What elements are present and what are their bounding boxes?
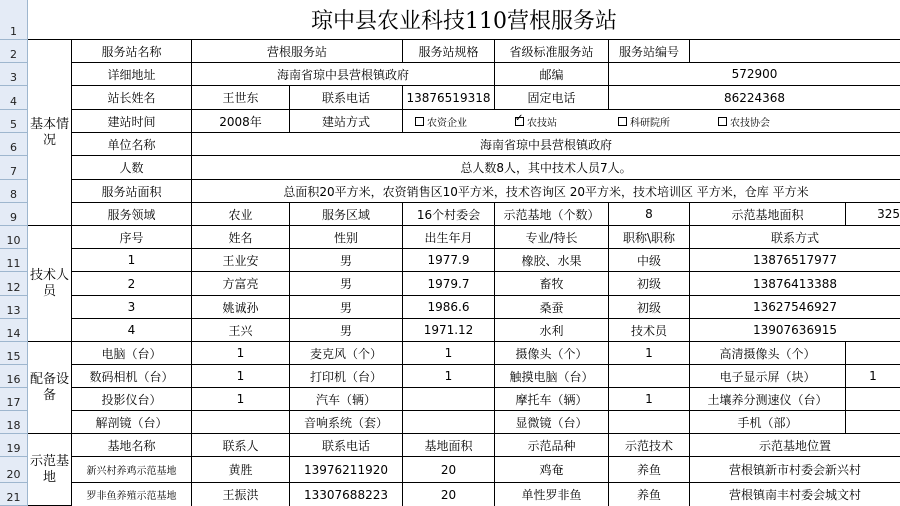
equipment-label[interactable]: 打印机（台） — [290, 365, 403, 388]
staff-cell[interactable]: 3 — [72, 296, 192, 319]
landline-label[interactable]: 固定电话 — [495, 86, 609, 110]
row-number[interactable]: 7 — [0, 156, 27, 180]
staff-cell[interactable]: 橡胶、水果 — [495, 249, 609, 272]
equipment-label[interactable]: 数码相机（台） — [72, 365, 192, 388]
row-number[interactable]: 14 — [0, 319, 27, 342]
row-number[interactable]: 3 — [0, 63, 27, 86]
field-value[interactable]: 农业 — [192, 203, 290, 226]
equipment-value[interactable]: 1 — [192, 365, 290, 388]
method-option[interactable] — [515, 114, 618, 129]
staff-cell[interactable]: 男 — [290, 249, 403, 272]
staff-cell[interactable]: 1 — [72, 249, 192, 272]
area-label[interactable]: 服务站面积 — [72, 180, 192, 203]
equipment-value[interactable]: 1 — [846, 365, 900, 388]
section-demo-base[interactable]: 示范基地 — [28, 434, 72, 506]
demo-area-label[interactable]: 示范基地面积 — [690, 203, 846, 226]
staff-cell[interactable]: 4 — [72, 319, 192, 342]
demo-cell[interactable]: 新兴村养鸡示范基地 — [72, 457, 192, 483]
method-label[interactable]: 建站方式 — [290, 110, 403, 133]
demo-cell[interactable]: 养鱼 — [609, 457, 690, 483]
checkbox[interactable] — [415, 117, 424, 126]
row-number[interactable]: 20 — [0, 457, 27, 483]
staff-cell[interactable]: 王兴 — [192, 319, 290, 342]
staff-cell[interactable]: 畜牧 — [495, 272, 609, 296]
demo-cell[interactable]: 罗非鱼养殖示范基地 — [72, 483, 192, 506]
staff-cell[interactable]: 水利 — [495, 319, 609, 342]
staff-cell[interactable]: 13876517977 — [690, 249, 900, 272]
staff-cell[interactable]: 方富亮 — [192, 272, 290, 296]
sheet-title[interactable]: 琼中县农业科技110营根服务站 — [28, 0, 900, 40]
head-name-value[interactable]: 王世东 — [192, 86, 290, 110]
people-value[interactable]: 总人数8人，其中技术人员7人。 — [192, 156, 900, 180]
checkbox[interactable] — [718, 117, 727, 126]
row-number[interactable]: 21 — [0, 483, 27, 506]
equipment-value[interactable]: 1 — [192, 342, 290, 365]
region-label[interactable]: 服务区域 — [290, 203, 403, 226]
row-number[interactable]: 12 — [0, 272, 27, 296]
equipment-label[interactable]: 土壤养分测速仪（台） — [690, 388, 846, 411]
address-value[interactable]: 海南省琼中县营根镇政府 — [192, 63, 495, 86]
method-option[interactable] — [618, 114, 718, 129]
region-value[interactable]: 16个村委会 — [403, 203, 495, 226]
equipment-value[interactable]: 1 — [403, 342, 495, 365]
demo-cell[interactable]: 13976211920 — [290, 457, 403, 483]
section-equipment[interactable]: 配备设备 — [28, 342, 72, 434]
equipment-value[interactable] — [403, 411, 495, 434]
equipment-label[interactable]: 显微镜（台） — [495, 411, 609, 434]
field-label[interactable]: 服务领域 — [72, 203, 192, 226]
staff-cell[interactable]: 桑蚕 — [495, 296, 609, 319]
equipment-label[interactable]: 高清摄像头（个） — [690, 342, 846, 365]
equipment-label[interactable]: 汽车（辆） — [290, 388, 403, 411]
station-id-value[interactable] — [690, 40, 900, 63]
equipment-value[interactable] — [846, 411, 900, 434]
equipment-value[interactable] — [846, 342, 900, 365]
demo-header[interactable]: 示范技术 — [609, 434, 690, 457]
staff-cell[interactable]: 13876413388 — [690, 272, 900, 296]
area-value[interactable]: 总面积20平方米，农资销售区10平方米，技术咨询区 20平方米，技术培训区 平方米，仓库 平方米 — [192, 180, 900, 203]
equipment-label[interactable]: 摄像头（个） — [495, 342, 609, 365]
row-number[interactable]: 5 — [0, 110, 27, 133]
staff-header[interactable]: 出生年月 — [403, 226, 495, 249]
row-number[interactable]: 19 — [0, 434, 27, 457]
row-number[interactable]: 2 — [0, 40, 27, 63]
demo-header[interactable]: 联系人 — [192, 434, 290, 457]
demo-header[interactable]: 示范品种 — [495, 434, 609, 457]
unit-value[interactable]: 海南省琼中县营根镇政府 — [192, 133, 900, 156]
staff-cell[interactable]: 中级 — [609, 249, 690, 272]
staff-header[interactable]: 序号 — [72, 226, 192, 249]
row-number[interactable]: 13 — [0, 296, 27, 319]
phone-value[interactable]: 13876519318 — [403, 86, 495, 110]
station-name-label[interactable]: 服务站名称 — [72, 40, 192, 63]
head-name-label[interactable]: 站长姓名 — [72, 86, 192, 110]
founded-label[interactable]: 建站时间 — [72, 110, 192, 133]
equipment-value[interactable] — [609, 411, 690, 434]
staff-header[interactable]: 职称\职称 — [609, 226, 690, 249]
section-tech-staff[interactable]: 技术人员 — [28, 226, 72, 342]
station-spec-label[interactable]: 服务站规格 — [403, 40, 495, 63]
equipment-label[interactable]: 解剖镜（台） — [72, 411, 192, 434]
staff-cell[interactable]: 技术员 — [609, 319, 690, 342]
row-number[interactable]: 6 — [0, 133, 27, 156]
equipment-label[interactable]: 电子显示屏（块） — [690, 365, 846, 388]
equipment-value[interactable] — [609, 365, 690, 388]
unit-label[interactable]: 单位名称 — [72, 133, 192, 156]
staff-cell[interactable]: 13627546927 — [690, 296, 900, 319]
equipment-label[interactable]: 音响系统（套） — [290, 411, 403, 434]
staff-cell[interactable]: 初级 — [609, 296, 690, 319]
row-number[interactable]: 8 — [0, 180, 27, 203]
checkbox[interactable] — [515, 117, 524, 126]
row-number[interactable]: 1 — [0, 0, 27, 40]
demo-count-value[interactable]: 8 — [609, 203, 690, 226]
staff-header[interactable]: 姓名 — [192, 226, 290, 249]
demo-header[interactable]: 基地名称 — [72, 434, 192, 457]
demo-header[interactable]: 基地面积 — [403, 434, 495, 457]
people-label[interactable]: 人数 — [72, 156, 192, 180]
method-option[interactable] — [718, 114, 808, 129]
staff-cell[interactable]: 1971.12 — [403, 319, 495, 342]
staff-cell[interactable]: 13907636915 — [690, 319, 900, 342]
station-id-label[interactable]: 服务站编号 — [609, 40, 690, 63]
demo-cell[interactable]: 13307688223 — [290, 483, 403, 506]
postcode-label[interactable]: 邮编 — [495, 63, 609, 86]
phone-label[interactable]: 联系电话 — [290, 86, 403, 110]
demo-count-label[interactable]: 示范基地（个数） — [495, 203, 609, 226]
demo-cell[interactable]: 20 — [403, 457, 495, 483]
row-header-column — [0, 0, 28, 506]
equipment-value[interactable] — [403, 388, 495, 411]
demo-cell[interactable]: 单性罗非鱼 — [495, 483, 609, 506]
row-number[interactable]: 15 — [0, 342, 27, 365]
checkbox[interactable] — [618, 117, 627, 126]
equipment-label[interactable]: 触摸电脑（台） — [495, 365, 609, 388]
staff-cell[interactable]: 男 — [290, 319, 403, 342]
postcode-value[interactable]: 572900 — [609, 63, 900, 86]
checkbox-label: 科研院所 — [630, 117, 670, 129]
staff-header[interactable]: 性别 — [290, 226, 403, 249]
row-number[interactable]: 18 — [0, 411, 27, 434]
demo-cell[interactable]: 营根镇新市村委会新兴村 — [690, 457, 900, 483]
demo-header[interactable]: 联系电话 — [290, 434, 403, 457]
checkbox-label: 农资企业 — [427, 117, 467, 129]
equipment-label[interactable]: 麦克风（个） — [290, 342, 403, 365]
method-option[interactable] — [415, 114, 515, 129]
demo-cell[interactable]: 20 — [403, 483, 495, 506]
equipment-value[interactable] — [192, 411, 290, 434]
staff-cell[interactable]: 男 — [290, 272, 403, 296]
staff-header[interactable]: 联系方式 — [690, 226, 900, 249]
checkbox-label: 农技协会 — [730, 117, 770, 129]
checkbox-label: 农技站 — [527, 117, 557, 129]
row-number[interactable]: 10 — [0, 226, 27, 249]
staff-cell[interactable]: 王业安 — [192, 249, 290, 272]
staff-cell[interactable]: 1979.7 — [403, 272, 495, 296]
founded-value[interactable]: 2008年 — [192, 110, 290, 133]
staff-header[interactable]: 专业/特长 — [495, 226, 609, 249]
demo-header[interactable]: 示范基地位置 — [690, 434, 900, 457]
staff-cell[interactable]: 姚诚孙 — [192, 296, 290, 319]
section-basic-info[interactable]: 基本情况 — [28, 40, 72, 226]
row-number[interactable]: 9 — [0, 203, 27, 226]
demo-cell[interactable]: 鸡奄 — [495, 457, 609, 483]
staff-cell[interactable]: 初级 — [609, 272, 690, 296]
row-number[interactable]: 11 — [0, 249, 27, 272]
staff-cell[interactable]: 男 — [290, 296, 403, 319]
row-number[interactable]: 4 — [0, 86, 27, 110]
address-label[interactable]: 详细地址 — [72, 63, 192, 86]
equipment-value[interactable]: 1 — [609, 342, 690, 365]
equipment-value[interactable]: 1 — [403, 365, 495, 388]
demo-area-value[interactable]: 325 — [846, 203, 900, 226]
staff-cell[interactable]: 1977.9 — [403, 249, 495, 272]
landline-value[interactable]: 86224368 — [609, 86, 900, 110]
demo-cell[interactable]: 王振洪 — [192, 483, 290, 506]
demo-cell[interactable]: 黄胜 — [192, 457, 290, 483]
equipment-label[interactable]: 手机（部） — [690, 411, 846, 434]
equipment-label[interactable]: 电脑（台） — [72, 342, 192, 365]
method-options[interactable] — [403, 110, 900, 133]
row-number[interactable]: 17 — [0, 388, 27, 411]
equipment-value[interactable]: 1 — [609, 388, 690, 411]
station-spec-value[interactable]: 省级标准服务站 — [495, 40, 609, 63]
station-name-value[interactable]: 营根服务站 — [192, 40, 403, 63]
equipment-label[interactable]: 投影仪台） — [72, 388, 192, 411]
equipment-label[interactable]: 摩托车（辆） — [495, 388, 609, 411]
staff-cell[interactable]: 2 — [72, 272, 192, 296]
staff-cell[interactable]: 1986.6 — [403, 296, 495, 319]
row-number[interactable]: 16 — [0, 365, 27, 388]
equipment-value[interactable] — [846, 388, 900, 411]
demo-cell[interactable]: 养鱼 — [609, 483, 690, 506]
equipment-value[interactable]: 1 — [192, 388, 290, 411]
demo-cell[interactable]: 营根镇南丰村委会城文村 — [728, 488, 861, 502]
